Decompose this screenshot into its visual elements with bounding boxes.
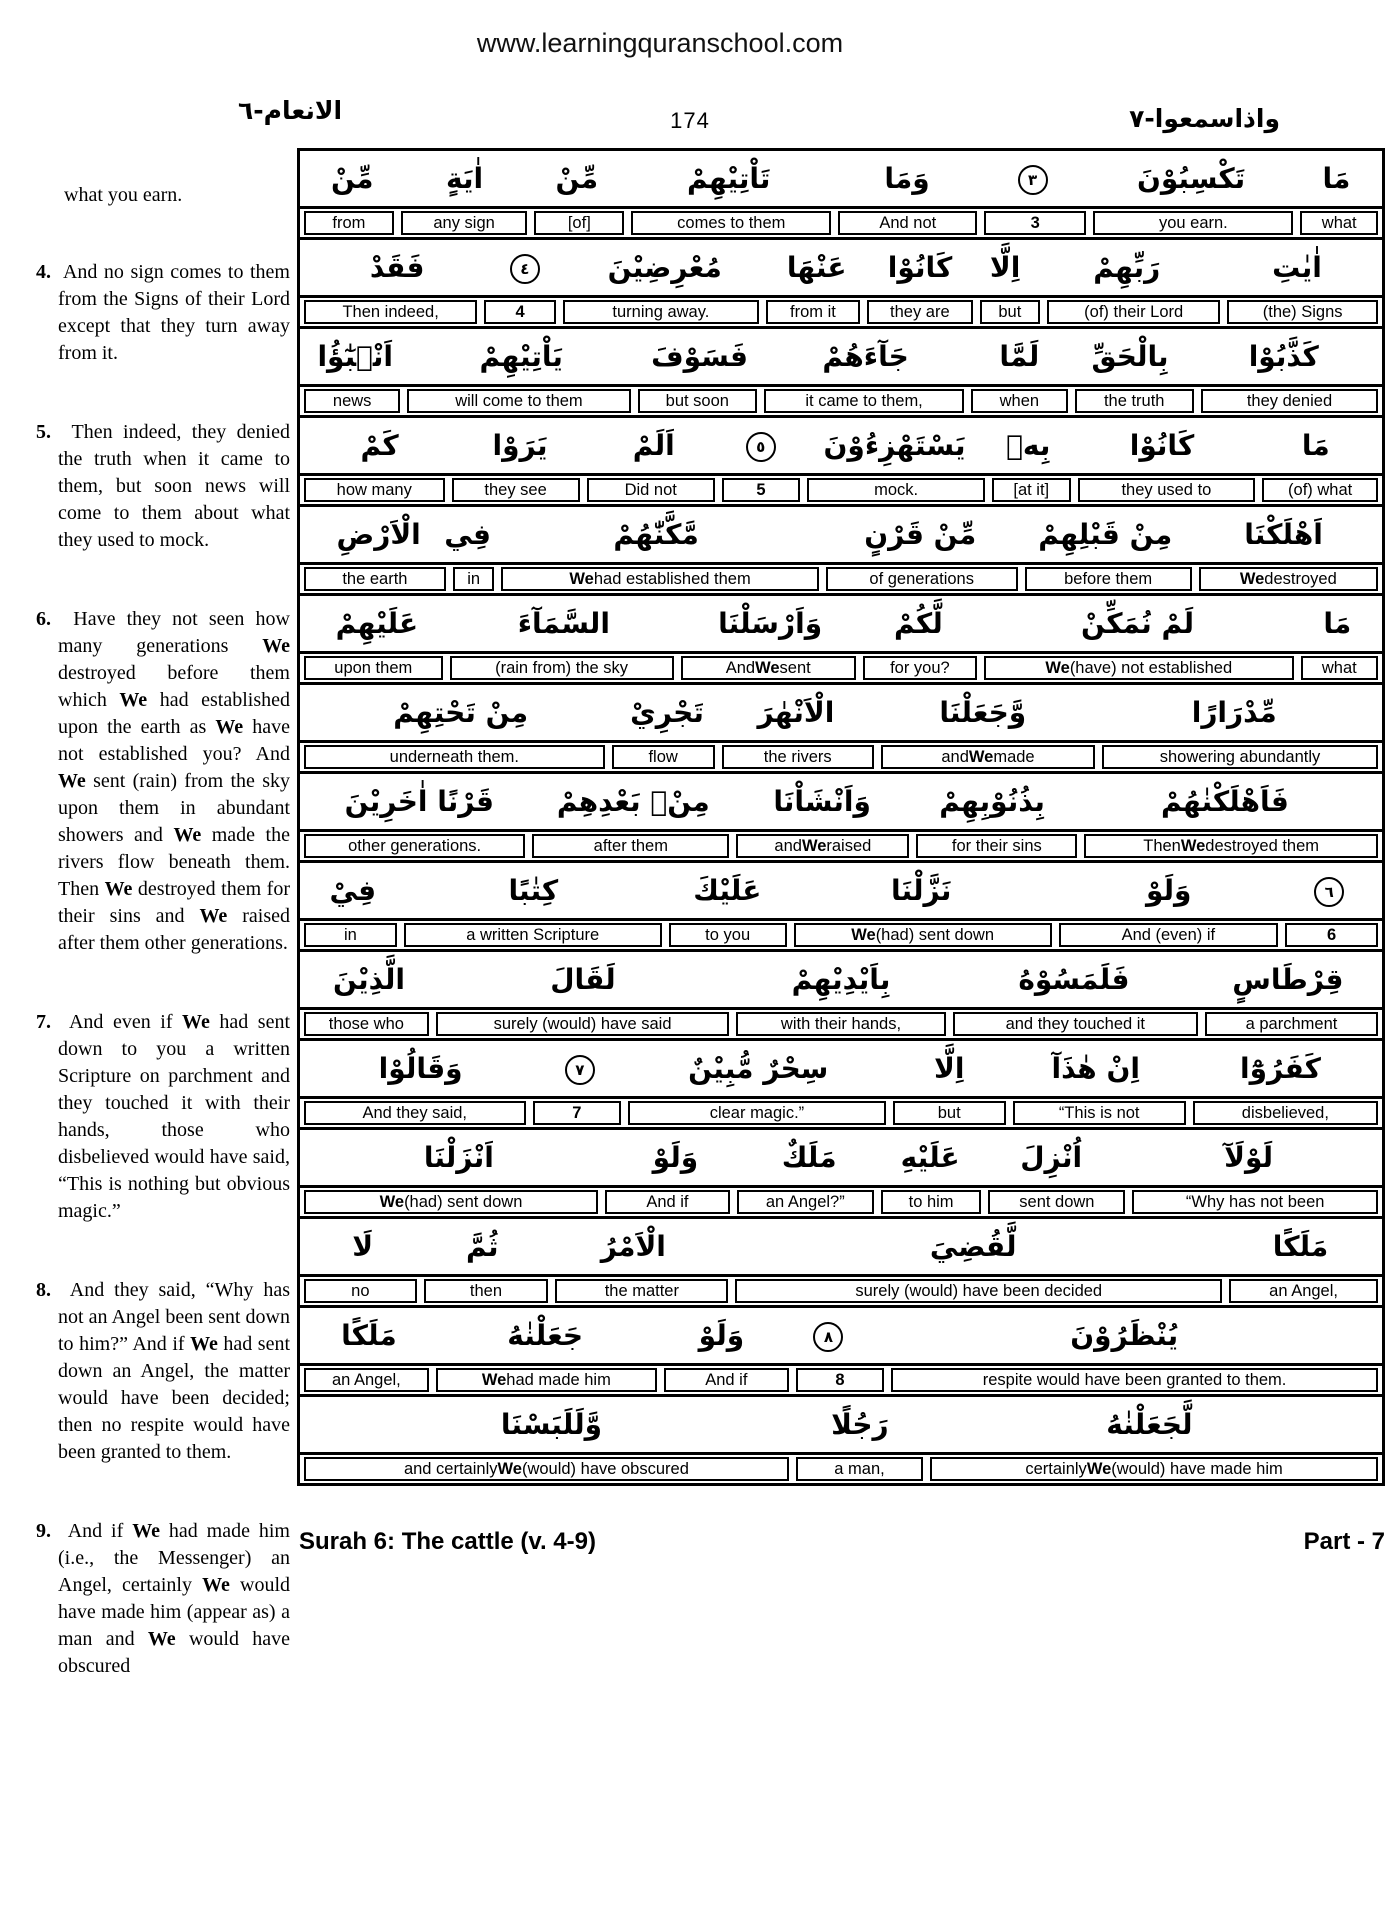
arabic-word: كَفَرُوْٓا <box>1240 1052 1321 1085</box>
arabic-word: مِنْۢ بَعْدِهِمْ <box>556 785 710 818</box>
mushaf-row <box>297 415 1385 507</box>
arabic-word: كَمْ <box>360 429 399 462</box>
arabic-word: مِّنْ <box>555 162 599 195</box>
arabic-line <box>300 151 1382 206</box>
verse-number-circle-icon: ٣ <box>1018 165 1048 195</box>
arabic-word: نَزَّلْنَا <box>891 874 952 907</box>
mushaf-row <box>297 504 1385 596</box>
word-translation-cell: We had established them <box>501 567 818 591</box>
word-translation-cell: [at it] <box>992 478 1070 502</box>
verse-translation: 9. And if We had made him (i.e., the Messenger) an Angel, certainly We would have made him (appear as) a man and We would have obscured <box>36 1520 290 1677</box>
translation-cell-band <box>300 1007 1382 1038</box>
verse-number: 7. <box>36 1011 51 1033</box>
word-translation-cell: no <box>304 1279 417 1303</box>
word-translation-cell: a written Scripture <box>404 923 662 947</box>
arabic-word: يَرَوْا <box>492 429 548 462</box>
arabic-line <box>300 596 1382 651</box>
arabic-word: رَجُلًا <box>831 1408 889 1441</box>
word-translation-cell: but <box>893 1101 1006 1125</box>
word-translation-cell: underneath them. <box>304 745 605 769</box>
word-translation-cell: We had made him <box>436 1368 657 1392</box>
word-translation-cell: the rivers <box>722 745 874 769</box>
arabic-word: وَاَرْسَلْنَا <box>718 607 823 640</box>
arabic-word: اَنْۢبٰٓؤُا <box>317 340 393 373</box>
word-translation-cell: 8 <box>796 1368 885 1392</box>
word-translation-cell: We (had) sent down <box>794 923 1052 947</box>
arabic-word: مِّنْ <box>330 162 374 195</box>
arabic-word: وَلَوْ <box>1145 874 1192 907</box>
word-translation-cell: news <box>304 389 400 413</box>
word-translation-cell: (of) their Lord <box>1047 300 1220 324</box>
verse-number-circle-icon: ٧ <box>565 1055 595 1085</box>
translation-cell-band <box>300 384 1382 415</box>
arabic-line <box>300 1041 1382 1096</box>
mushaf-row <box>297 682 1385 774</box>
arabic-word: لَوْلَآ <box>1224 1141 1274 1174</box>
translation-cell-band <box>300 295 1382 326</box>
word-translation-cell: And if <box>605 1190 730 1214</box>
word-translation-cell: before them <box>1025 567 1192 591</box>
arabic-word: جَعَلْنٰهُ <box>507 1319 584 1352</box>
word-translation-cell: what <box>1300 211 1378 235</box>
word-translation-cell: upon them <box>304 656 443 680</box>
arabic-word: مِّنْ قَرْنٍ <box>864 518 977 551</box>
translation-cell-band <box>300 206 1382 237</box>
word-translation-cell: with their hands, <box>736 1012 945 1036</box>
word-translation-cell: those who <box>304 1012 429 1036</box>
arabic-line <box>300 1397 1382 1452</box>
arabic-word: فِي <box>444 518 491 551</box>
mushaf-row <box>297 148 1385 240</box>
word-translation-cell: 5 <box>722 478 800 502</box>
arabic-word: يَسْتَهْزِءُوْنَ <box>823 429 966 462</box>
arabic-word: بِالْحَقِّ <box>1091 340 1169 373</box>
word-translation-cell: they see <box>452 478 580 502</box>
verse-number: 4. <box>36 261 51 283</box>
verse-end-marker <box>721 418 801 473</box>
word-translation-cell: mock. <box>807 478 985 502</box>
word-translation-cell: surely (would) have said <box>436 1012 730 1036</box>
arabic-word: اَهْلَكْنَا <box>1244 518 1323 551</box>
verse-translation: 8. And they said, “Why has not an Angel been sent down to him?” And if We had sent down an Angel, the matter would have been decided; then no respite would have been granted to them. <box>36 1279 290 1463</box>
arabic-word: لَمَّا <box>999 340 1040 373</box>
word-translation-cell: respite would have been granted to them. <box>891 1368 1378 1392</box>
verse-continuation-text: what you earn. <box>64 184 183 206</box>
arabic-line <box>300 507 1382 562</box>
arabic-word: لَا <box>352 1230 374 1263</box>
word-translation-cell: sent down <box>988 1190 1125 1214</box>
arabic-word: اِلَّا <box>934 1052 965 1085</box>
verse-translation: 7. And even if We had sent down to you a written Scripture on parchment and they touched it with their hands, those who disbelieved would have said, “This is nothing but obvious magic.” <box>36 1011 291 1222</box>
arabic-word: سِحْرٌ مُّبِيْنٌ <box>688 1052 829 1085</box>
arabic-word: بِاَيْدِيْهِمْ <box>791 963 891 996</box>
word-translation-cell: We destroyed <box>1199 567 1378 591</box>
word-translation-cell: they used to <box>1078 478 1256 502</box>
arabic-word: وَلَوْ <box>698 1319 745 1352</box>
arabic-word: مَلَكًا <box>341 1319 397 1352</box>
arabic-word: فِيْ <box>329 874 377 907</box>
arabic-line <box>300 240 1382 295</box>
mushaf-row <box>297 1038 1385 1130</box>
arabic-line <box>300 952 1382 1007</box>
arabic-word: كِتٰبًا <box>508 874 559 907</box>
arabic-word: اُنْزِلَ <box>1020 1141 1083 1174</box>
word-translation-cell: (the) Signs <box>1227 300 1378 324</box>
arabic-word: كَذَّبُوْا <box>1248 340 1319 373</box>
arabic-line <box>300 418 1382 473</box>
arabic-word: لَقَالَ <box>550 963 616 996</box>
arabic-word: مِّدْرَارًا <box>1191 696 1277 729</box>
mushaf-row <box>297 237 1385 329</box>
word-translation-cell: but soon <box>638 389 757 413</box>
arabic-line <box>300 685 1382 740</box>
word-translation-cell: And (even) if <box>1059 923 1279 947</box>
arabic-line <box>300 863 1382 918</box>
arabic-word: فَاَهْلَكْنٰهُمْ <box>1161 785 1289 818</box>
arabic-word: فَسَوْفَ <box>651 340 749 373</box>
translation-cell-band <box>300 918 1382 949</box>
arabic-word: مَا <box>1301 429 1330 462</box>
arabic-word: مِنْ قَبْلِهِمْ <box>1038 518 1173 551</box>
word-translation-cell: it came to them, <box>764 389 964 413</box>
word-translation-cell: 3 <box>984 211 1086 235</box>
word-translation-cell: in <box>453 567 495 591</box>
word-translation-cell: “This is not <box>1013 1101 1186 1125</box>
arabic-word: اَنْزَلْنَا <box>423 1141 494 1174</box>
arabic-word: عَلَيْهِمْ <box>335 607 419 640</box>
arabic-word: فَلَمَسُوْهُ <box>1018 963 1130 996</box>
arabic-word: وَمَا <box>884 162 930 195</box>
arabic-word: مَّكَّنّٰهُمْ <box>613 518 699 551</box>
header-page-number: 174 <box>670 108 710 133</box>
verse-translation: 5. Then indeed, they denied the truth when it came to them, but soon news will come to them about what they used to mock. <box>36 421 290 551</box>
verse-number: 8. <box>36 1279 51 1301</box>
word-translation-cell: and We made <box>881 745 1095 769</box>
verse-number: 9. <box>36 1520 51 1542</box>
arabic-word: وَّجَعَلْنَا <box>939 696 1027 729</box>
site-url: www.learningquranschool.com <box>476 28 844 58</box>
word-translation-cell: for their sins <box>916 834 1077 858</box>
verse-end-marker <box>784 1308 872 1363</box>
word-translation-cell: they are <box>867 300 973 324</box>
arabic-word: لَّكُمْ <box>893 607 943 640</box>
translation-cell-band <box>300 651 1382 682</box>
word-translation-cell: what <box>1301 656 1378 680</box>
word-translation-cell: from it <box>766 300 860 324</box>
word-translation-cell: you earn. <box>1093 211 1293 235</box>
word-translation-cell: disbelieved, <box>1193 1101 1378 1125</box>
arabic-word: مَلَكًا <box>1272 1230 1329 1263</box>
arabic-word: قَرْنًا اٰخَرِيْنَ <box>344 785 495 818</box>
arabic-word: ثُمَّ <box>465 1230 499 1263</box>
word-translation-cell: other generations. <box>304 834 525 858</box>
arabic-word: السَّمَآءَ <box>517 607 610 640</box>
word-translation-cell: an Angel?” <box>737 1190 874 1214</box>
word-translation-cell: comes to them <box>631 211 831 235</box>
word-translation-cell: the matter <box>555 1279 728 1303</box>
word-translation-cell: will come to them <box>407 389 630 413</box>
arabic-word: وَلَوْ <box>652 1141 699 1174</box>
arabic-word: لَمْ نُمَكِّنْ <box>1081 607 1194 640</box>
header-surah-name-arabic: الانعام-٦ <box>238 96 343 125</box>
arabic-word: تَجْرِيْ <box>630 696 704 729</box>
word-translation-cell: 4 <box>484 300 556 324</box>
arabic-line <box>300 1219 1382 1274</box>
footer-part-label: Part - 7 <box>1303 1528 1385 1555</box>
arabic-word: اٰيَةٍ <box>445 162 484 195</box>
word-translation-cell: after them <box>532 834 729 858</box>
word-translation-cell: in <box>304 923 397 947</box>
word-translation-cell: they denied <box>1201 389 1378 413</box>
word-translation-cell: We (had) sent down <box>304 1190 598 1214</box>
verse-translation: 4. And no sign comes to them from the Signs of their Lord except that they turn away from it. <box>36 261 290 364</box>
word-translation-cell: And if <box>664 1368 789 1392</box>
arabic-word: اَلَمْ <box>632 429 675 462</box>
arabic-word: اِنْ هٰذَآ <box>1051 1052 1140 1085</box>
word-translation-cell: how many <box>304 478 445 502</box>
translation-cell-band <box>300 1185 1382 1216</box>
mushaf-row <box>297 949 1385 1041</box>
arabic-word: كَانُوْا <box>1129 429 1195 462</box>
word-translation-cell: 7 <box>533 1101 622 1125</box>
arabic-line <box>300 329 1382 384</box>
translation-sidebar <box>36 182 290 1732</box>
verse-number: 5. <box>36 421 51 443</box>
verse-number-circle-icon: ٨ <box>813 1322 843 1352</box>
mushaf-row <box>297 771 1385 863</box>
translation-cell-band <box>300 740 1382 771</box>
arabic-line <box>300 1308 1382 1363</box>
word-translation-cell: a parchment <box>1205 1012 1378 1036</box>
arabic-word: الْاَرْضِ <box>336 518 421 551</box>
arabic-word: الَّذِيْنَ <box>332 963 405 996</box>
word-translation-cell: an Angel, <box>304 1368 429 1392</box>
word-translation-cell: any sign <box>401 211 528 235</box>
arabic-word: مَا <box>1323 607 1352 640</box>
verse-end-marker <box>980 151 1086 206</box>
word-translation-cell: And they said, <box>304 1101 526 1125</box>
arabic-word: عَلَيْهِ <box>900 1141 960 1174</box>
mushaf-row <box>297 1216 1385 1308</box>
word-translation-cell: [of] <box>534 211 624 235</box>
word-translation-cell: flow <box>612 745 715 769</box>
arabic-word: تَاْتِيْهِمْ <box>687 162 771 195</box>
arabic-word: وَقَالُوْا <box>378 1052 463 1085</box>
mushaf-row <box>297 326 1385 418</box>
arabic-word: تَكْسِبُوْنَ <box>1136 162 1246 195</box>
word-translation-cell: clear magic.” <box>628 1101 886 1125</box>
word-translation-cell: and We raised <box>736 834 909 858</box>
mushaf-row <box>297 1394 1385 1486</box>
arabic-word: وَاَنْشَاْنَا <box>773 785 871 818</box>
verse-end-marker <box>535 1041 624 1096</box>
word-translation-cell: a man, <box>796 1457 923 1481</box>
verse-end-marker <box>1282 863 1376 918</box>
word-translation-cell: to him <box>881 1190 982 1214</box>
translation-cell-band <box>300 473 1382 504</box>
arabic-word: الْاَنْهٰرَ <box>757 696 835 729</box>
arabic-word: لَّقُضِيَ <box>929 1230 1017 1263</box>
word-translation-cell: (of) what <box>1262 478 1378 502</box>
word-translation-cell: when <box>971 389 1067 413</box>
arabic-word: اِلَّا <box>989 251 1021 284</box>
verse-translation: 6. Have they not seen how many generations We destroyed before them which We had established upon the earth as We have not established you? And We sent (rain) from the sky upon them in abundant showers and We made the rivers flow beneath them. Then We destroyed them for their sins and We raised after them other generations. <box>36 608 290 954</box>
arabic-word: عَنْهَا <box>786 251 847 284</box>
mushaf-row <box>297 1305 1385 1397</box>
word-translation-cell: but <box>980 300 1040 324</box>
word-translation-cell: And We sent <box>681 656 856 680</box>
arabic-word: مَا <box>1322 162 1351 195</box>
header-juz-name-arabic: واذاسمعوا-٧ <box>1129 104 1280 133</box>
word-translation-cell: showering abundantly <box>1102 745 1378 769</box>
arabic-word: وَّلَلَبَسْنَا <box>500 1408 603 1441</box>
translation-cell-band <box>300 562 1382 593</box>
arabic-word: فَقَدْ <box>369 251 425 284</box>
arabic-word: رَبِّهِمْ <box>1093 251 1161 284</box>
word-translation-cell: of generations <box>826 567 1018 591</box>
arabic-word: بِهٖ <box>1006 429 1051 462</box>
arabic-word: مِنْ تَحْتِهِمْ <box>393 696 529 729</box>
arabic-word: اٰيٰتِ <box>1272 251 1322 284</box>
word-translation-cell: And not <box>838 211 977 235</box>
arabic-line <box>300 1130 1382 1185</box>
word-translation-cell: Did not <box>587 478 715 502</box>
arabic-word: عَلَيْكَ <box>693 874 762 907</box>
word-translation-cell: certainly We (would) have made him <box>930 1457 1378 1481</box>
word-translation-cell: the truth <box>1075 389 1194 413</box>
verse-number-circle-icon: ٦ <box>1314 877 1344 907</box>
verse-end-marker <box>488 240 561 295</box>
word-translation-cell: (rain from) the sky <box>450 656 674 680</box>
arabic-word: مَلَكٌ <box>781 1141 837 1174</box>
footer-surah-label: Surah 6: The cattle (v. 4-9) <box>299 1528 596 1555</box>
arabic-word: قِرْطَاسٍ <box>1232 963 1344 996</box>
arabic-word: يَاْتِيْهِمْ <box>479 340 563 373</box>
word-translation-cell: “Why has not been <box>1132 1190 1378 1214</box>
mushaf-row <box>297 1127 1385 1219</box>
arabic-word: بِذُنُوْبِهِمْ <box>939 785 1045 818</box>
translation-cell-band <box>300 1452 1382 1483</box>
verse-number: 6. <box>36 608 51 630</box>
word-translation-cell: an Angel, <box>1229 1279 1378 1303</box>
mushaf-row <box>297 860 1385 952</box>
word-translation-cell: We (have) not established <box>984 656 1294 680</box>
word-translation-cell: and certainly We (would) have obscured <box>304 1457 789 1481</box>
verse-number-circle-icon: ٤ <box>510 254 540 284</box>
arabic-line <box>300 774 1382 829</box>
word-translation-cell: to you <box>669 923 787 947</box>
word-translation-cell: Then We destroyed them <box>1084 834 1378 858</box>
mushaf-row <box>297 593 1385 685</box>
arabic-word: جَآءَهُمْ <box>822 340 909 373</box>
word-translation-cell: turning away. <box>563 300 759 324</box>
arabic-word: كَانُوْا <box>887 251 953 284</box>
word-translation-cell: from <box>304 211 394 235</box>
verse-number-circle-icon: ٥ <box>746 432 776 462</box>
arabic-word: الْاَمْرُ <box>600 1230 666 1263</box>
word-translation-cell: for you? <box>863 656 977 680</box>
translation-cell-band <box>300 829 1382 860</box>
arabic-word: يُنْظَرُوْنَ <box>1070 1319 1179 1352</box>
translation-cell-band <box>300 1363 1382 1394</box>
word-translation-cell: surely (would) have been decided <box>735 1279 1222 1303</box>
translation-cell-band <box>300 1096 1382 1127</box>
word-translation-cell: and they touched it <box>953 1012 1198 1036</box>
word-translation-cell: the earth <box>304 567 446 591</box>
word-translation-cell: 6 <box>1285 923 1378 947</box>
quran-grid <box>297 148 1385 1486</box>
word-translation-cell: then <box>424 1279 549 1303</box>
translation-cell-band <box>300 1274 1382 1305</box>
arabic-word: لَّجَعَلْنٰهُ <box>1106 1408 1193 1441</box>
arabic-word: مُعْرِضِيْنَ <box>607 251 722 284</box>
word-translation-cell: Then indeed, <box>304 300 477 324</box>
